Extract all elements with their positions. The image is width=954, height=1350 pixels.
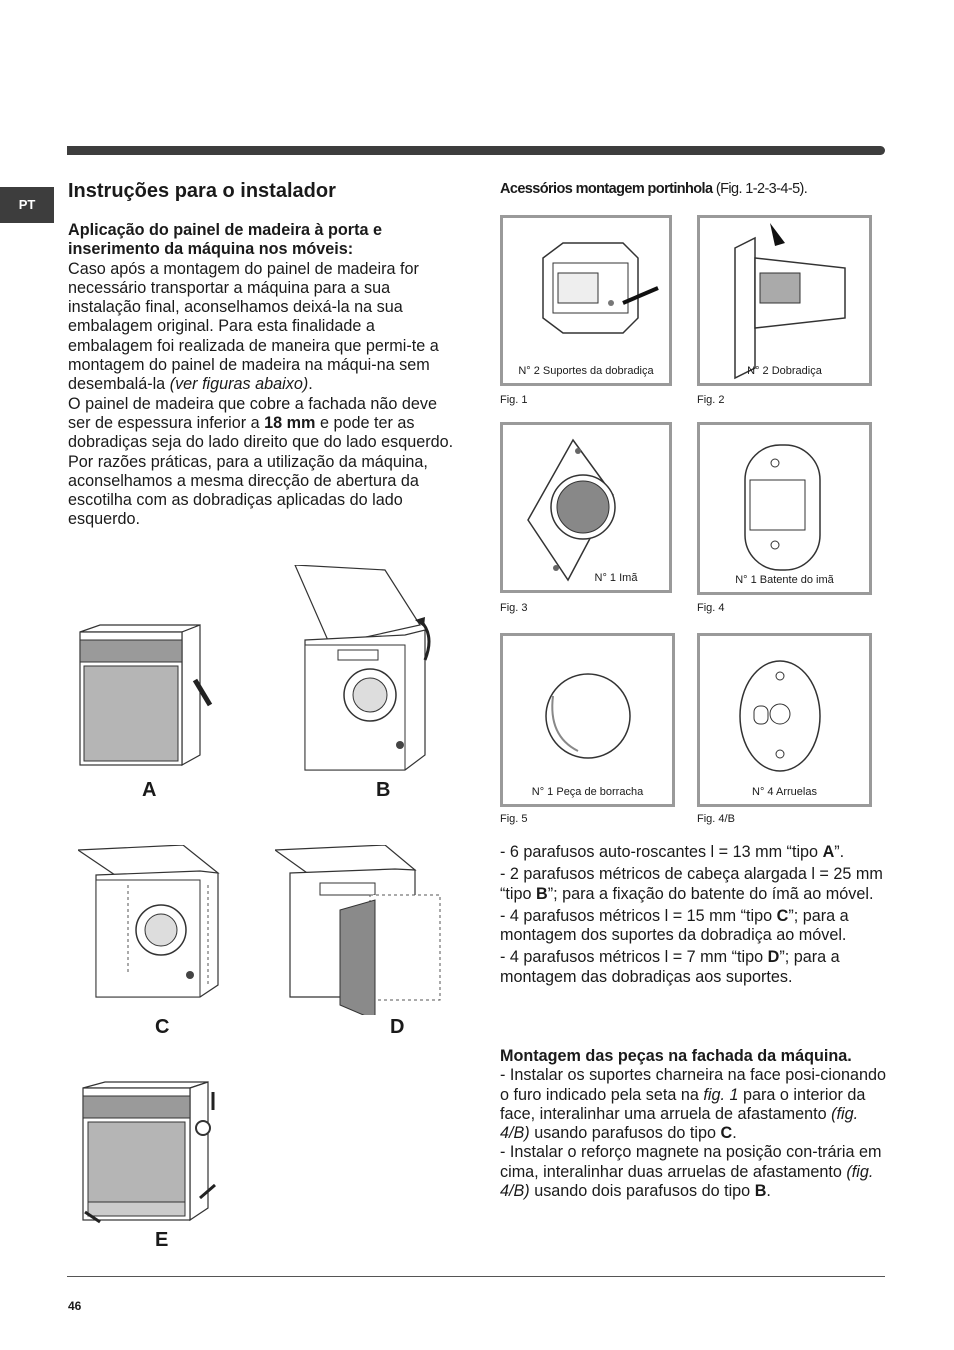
text: - Instalar os suportes charneira na face posi-cionando o furo indicado pela seta na bbox=[500, 1066, 887, 1104]
figure-caption: N° 2 Suportes da dobradiça bbox=[518, 365, 654, 377]
intro-text bbox=[68, 221, 460, 530]
figure-label: Fig. 1 bbox=[500, 394, 528, 406]
footer-rule bbox=[67, 1276, 885, 1277]
text: . bbox=[766, 1182, 771, 1201]
illustration-label-e: E bbox=[155, 1229, 169, 1251]
figure-caption: N° 2 Dobradiça bbox=[747, 365, 822, 377]
text: - 6 parafusos auto-roscantes l = 13 mm “tipo bbox=[500, 843, 823, 861]
figure-caption: N° 4 Arruelas bbox=[752, 786, 817, 798]
illustration-c bbox=[78, 845, 228, 1015]
screws-list bbox=[500, 843, 890, 990]
figure-label: Fig. 2 bbox=[697, 394, 725, 406]
hinge-support-drawing bbox=[503, 218, 669, 383]
figure-5 bbox=[500, 633, 675, 807]
list-item bbox=[500, 865, 890, 904]
figure-label: Fig. 4 bbox=[697, 602, 725, 614]
screw-type: B bbox=[754, 1182, 767, 1201]
section-subheading: Aplicação do painel de madeira à porta e inserimento da máquina nos móveis: bbox=[68, 221, 382, 259]
screw-type: B bbox=[536, 884, 548, 903]
figure-label: Fig. 4/B bbox=[697, 813, 735, 825]
paragraph-panel bbox=[68, 395, 460, 530]
figure-label: Fig. 5 bbox=[500, 813, 528, 825]
figure-label: Fig. 3 bbox=[500, 602, 528, 614]
text: e pode ter as dobradiças seja do lado direito que do lado esquerdo. Por razões práticas, para a utilização da máquina, aconselhamos a mesma direcção de abertura da escotilha com as dobradiças aplicadas do lado esquerdo. bbox=[68, 413, 454, 529]
assembly-heading: Montagem das peças na fachada da máquina. bbox=[500, 1047, 852, 1065]
list-item bbox=[500, 843, 890, 862]
magnet-drawing bbox=[503, 425, 669, 590]
assembly-step-2 bbox=[500, 1143, 890, 1201]
text: Acessórios montagem portinhola bbox=[500, 181, 713, 197]
figure-caption: N° 1 Batente do imã bbox=[735, 574, 834, 586]
figure-caption: N° 1 Imã bbox=[594, 572, 638, 584]
text: ”; para a montagem das dobradiças aos suportes. bbox=[500, 948, 840, 986]
illustration-e bbox=[80, 1080, 230, 1230]
hinge-drawing bbox=[700, 218, 869, 383]
thickness-value: 18 mm bbox=[264, 413, 316, 432]
text: - 4 parafusos métricos l = 15 mm “tipo bbox=[500, 906, 777, 925]
text: (Fig. 1-2-3-4-5). bbox=[712, 181, 808, 197]
assembly-section bbox=[500, 1047, 890, 1201]
illustration-label-c: C bbox=[155, 1016, 170, 1038]
text: - 4 parafusos métricos l = 7 mm “tipo bbox=[500, 948, 768, 967]
illustration-b bbox=[290, 565, 450, 780]
figure-reference: (ver figuras abaixo) bbox=[169, 375, 309, 394]
figure-caption: N° 1 Peça de borracha bbox=[531, 786, 644, 798]
paragraph-transport bbox=[68, 260, 460, 395]
illustration-label-a: A bbox=[142, 779, 157, 801]
list-item bbox=[500, 948, 890, 987]
text: ”; para a fixação do batente do ímã ao móvel. bbox=[547, 884, 874, 903]
text: O painel de madeira que cobre a fachada não deve ser de espessura inferior a bbox=[68, 394, 437, 432]
illustration-label-d: D bbox=[390, 1016, 405, 1038]
figure-4 bbox=[697, 422, 872, 595]
figure-reference: (fig. 4/B) bbox=[500, 1104, 859, 1143]
text: usando parafusos do tipo bbox=[529, 1124, 721, 1143]
text: para o interior da face, interalinhar uma arruela de afastamento bbox=[500, 1085, 866, 1123]
language-tab: PT bbox=[0, 187, 54, 223]
illustration-d bbox=[275, 845, 450, 1015]
text: Caso após a montagem do painel de madeira for necessário transportar a máquina para a sua instalação final, aconselhamos deixá-la na sua embalagem original. Para esta finalidade a embalagem foi realizada de maneira que permi-te a montagem do painel de madeira na máqui-na sem desembalá-la bbox=[68, 259, 439, 394]
page-title: Instruções para o instalador bbox=[68, 180, 336, 202]
text: - Instalar o reforço magnete na posição con-trária em cima, interalinhar duas arruelas de afastamento bbox=[500, 1143, 882, 1181]
figure-1 bbox=[500, 215, 672, 386]
screw-type: C bbox=[720, 1124, 733, 1143]
washers-drawing bbox=[700, 636, 869, 804]
illustration-label-b: B bbox=[376, 779, 391, 801]
figure-4b bbox=[697, 633, 872, 807]
illustration-a bbox=[70, 620, 220, 780]
text: ”. bbox=[834, 843, 845, 861]
magnet-stop-drawing bbox=[700, 425, 869, 592]
figure-reference: fig. 1 bbox=[703, 1085, 739, 1104]
screw-type: A bbox=[822, 843, 835, 861]
text: . bbox=[308, 375, 313, 394]
text: usando dois parafusos do tipo bbox=[529, 1182, 755, 1201]
assembly-step-1 bbox=[500, 1066, 890, 1143]
accessories-heading bbox=[500, 181, 807, 197]
text: - 2 parafusos métricos de cabeça alargada l = 25 mm “tipo bbox=[500, 865, 883, 903]
figure-3 bbox=[500, 422, 672, 593]
header-rule bbox=[67, 146, 885, 155]
text: . bbox=[732, 1124, 737, 1143]
page-number: 46 bbox=[68, 1299, 82, 1313]
figure-2 bbox=[697, 215, 872, 386]
figure-reference: (fig. 4/B) bbox=[500, 1162, 874, 1201]
list-item bbox=[500, 907, 890, 946]
rubber-piece-drawing bbox=[503, 636, 672, 804]
text: ”; para a montagem dos suportes da dobradiça ao móvel. bbox=[500, 906, 849, 945]
screw-type: D bbox=[767, 948, 780, 967]
screw-type: C bbox=[776, 906, 789, 925]
